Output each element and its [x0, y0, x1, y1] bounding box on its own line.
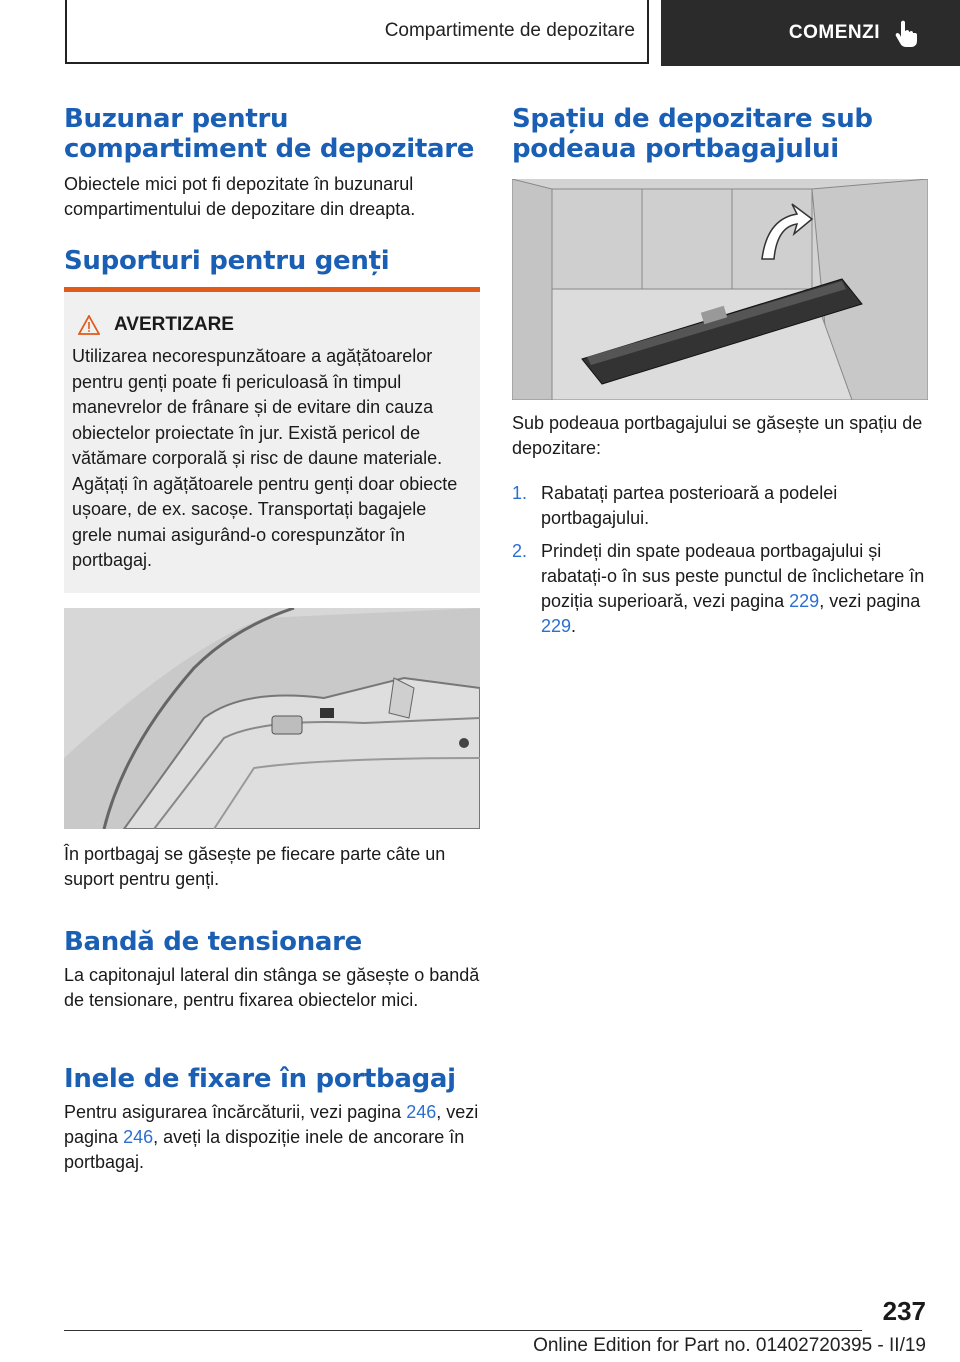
- page-link-229-b[interactable]: 229: [541, 616, 572, 636]
- section-bag-hooks: [64, 246, 480, 276]
- step-number: 1.: [512, 483, 528, 503]
- text-rings: Pentru asigurarea încărcăturii, vezi pagina 246, vezi pagina 246, aveți la dispoziție inele de ancorare în portbagaj.: [64, 1102, 479, 1172]
- warning-text: Utilizarea necorespunzătoare a agățătoarelor pentru genți poate fi periculoasă în timpul manevrelor de frânare și de evitare din cauza obiectelor proiectate în jur. Există pericol de vătămare corporală și risc de daune materiale. Agățați în agățătoarele pentru genți doar obiecte ușoare, de ex. sacoșe. Transportați bagajele grele numai asigurând-o corespunzător în portbagaj.: [72, 346, 458, 570]
- nav-commands-button[interactable]: [661, 0, 960, 66]
- heading-pocket: Buzunar pentru compartiment de depozitare: [64, 104, 475, 164]
- trunk-bag-hook-image: [64, 608, 480, 829]
- section-bag-hooks-text: [64, 842, 480, 892]
- page-link-246[interactable]: 246: [406, 1102, 437, 1122]
- section-underfloor-text: [512, 411, 928, 461]
- step-text: Prindeți din spate podeaua portbagajului și rabatați-o în sus peste punctul de înclichetare în poziția superioară, vezi pagina 229, vezi pagina 229.: [541, 541, 925, 636]
- warning-label: AVERTIZARE: [114, 314, 234, 335]
- trunk-floor-illustration: [512, 179, 928, 400]
- section-title: Compartimente de depozitare: [384, 20, 635, 41]
- list-item: [512, 481, 928, 531]
- warning-triangle-icon: [78, 315, 100, 335]
- footer-divider: [64, 1330, 862, 1331]
- text-pocket: Obiectele mici pot fi depozitate în buzunarul compartimentului de depozitare din dreapta.: [64, 174, 416, 219]
- step-number: 2.: [512, 541, 528, 561]
- section-pocket: [64, 104, 480, 222]
- page-number: 237: [882, 1296, 926, 1326]
- section-rings: [64, 1064, 480, 1175]
- heading-bag-hooks: Suporturi pentru genți: [64, 246, 390, 276]
- warning-title: [78, 314, 470, 336]
- page-link-246-b[interactable]: 246: [123, 1127, 154, 1147]
- heading-underfloor: Spațiu de depozitare sub podeaua portbagajului: [512, 104, 873, 164]
- steps-list: [512, 481, 928, 647]
- text-underfloor: Sub podeaua portbagajului se găsește un spațiu de depozitare:: [512, 413, 923, 458]
- nav-label: COMENZI: [788, 22, 880, 43]
- pointing-hand-icon: [894, 19, 918, 47]
- section-underfloor: [512, 104, 928, 164]
- heading-strap: Bandă de tensionare: [64, 927, 363, 957]
- step-text: Rabatați partea posterioară a podelei portbagajului.: [541, 483, 838, 528]
- warning-box: [64, 287, 480, 593]
- page-link-229[interactable]: 229: [789, 591, 820, 611]
- trunk-side-illustration: [64, 608, 480, 829]
- list-item: [512, 539, 928, 639]
- header-section-tab: [65, 0, 649, 64]
- trunk-floor-image: [512, 179, 928, 400]
- text-strap: La capitonajul lateral din stânga se găsește o bandă de tensionare, pentru fixarea obiectelor mici.: [64, 965, 480, 1010]
- heading-rings: Inele de fixare în portbagaj: [64, 1064, 456, 1094]
- section-strap: [64, 927, 480, 1013]
- text-bag-hooks: În portbagaj se găsește pe fiecare parte câte un suport pentru genți.: [64, 844, 446, 889]
- footer-edition: Online Edition for Part no. 01402720395 - II/19: [533, 1335, 926, 1356]
